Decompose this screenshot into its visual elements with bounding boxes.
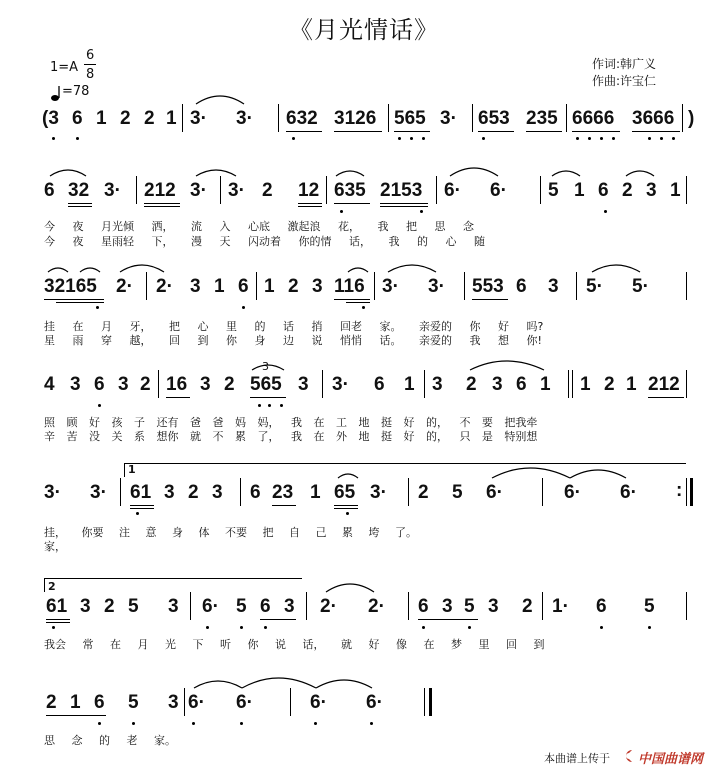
note: 3	[442, 596, 453, 617]
site-logo-icon	[622, 748, 636, 768]
lyrics-verse-2: 星 雨 穿 越， 回 到 你 身 边 说 悄悄 话。 亲爱的 我 想 你!	[44, 334, 542, 347]
note: (3	[42, 108, 59, 129]
note: 2	[522, 596, 533, 617]
note: 2	[262, 180, 273, 201]
tempo-marking: =78	[62, 84, 90, 99]
note: 2·	[320, 596, 337, 617]
lyrics-verse-1: 挂， 你要 注 意 身 体 不要 把 自 己 累 垮 了。	[44, 526, 417, 539]
note: 5	[548, 180, 559, 201]
note: 6·	[490, 180, 507, 201]
time-signature-bottom: 8	[86, 67, 95, 82]
note: 635	[334, 180, 366, 201]
note: 6·	[310, 692, 327, 713]
note: 2	[604, 374, 615, 395]
note: 3	[312, 276, 323, 297]
note: 2153	[380, 180, 423, 201]
note: 2	[418, 482, 429, 503]
note: 5	[464, 596, 475, 617]
note: 1	[214, 276, 225, 297]
note: 2	[622, 180, 633, 201]
note: 6666	[572, 108, 615, 129]
note: 3	[200, 374, 211, 395]
note: 3	[548, 276, 559, 297]
note: 2	[288, 276, 299, 297]
note: 565	[250, 374, 282, 395]
note: 2	[224, 374, 235, 395]
note: 3126	[334, 108, 377, 129]
note: 3	[190, 276, 201, 297]
note: 5	[128, 596, 139, 617]
note: 6	[72, 108, 83, 129]
key-signature: 1=A	[50, 60, 79, 75]
note: 3·	[370, 482, 387, 503]
note: 1	[540, 374, 551, 395]
note: 4	[44, 374, 55, 395]
note: 61	[46, 596, 68, 617]
lyrics-verse-1: 今 夜 月光倾 洒， 流 入 心底 激起浪 花， 我 把 思 念	[44, 220, 474, 233]
note: 3·	[90, 482, 107, 503]
lyrics-verse-1: 挂 在 月 牙， 把 心 里 的 话 捎 回老 家。 亲爱的 你 好 吗?	[44, 320, 544, 333]
note: 6·	[486, 482, 503, 503]
note: 3·	[382, 276, 399, 297]
note: 1	[310, 482, 321, 503]
note: 116	[334, 276, 365, 297]
note: 553	[472, 276, 504, 297]
note: 6	[94, 374, 105, 395]
note: 5	[236, 596, 247, 617]
note: 5·	[586, 276, 603, 297]
note: 3·	[104, 180, 121, 201]
note: 6	[418, 596, 429, 617]
composer-credit: 作曲:许宝仁	[592, 74, 657, 88]
note: 3	[492, 374, 503, 395]
footer-text: 本曲谱上传于	[544, 752, 610, 765]
note: 3	[118, 374, 129, 395]
triplet-marker: 3	[262, 360, 269, 373]
note: 3666	[632, 108, 675, 129]
note: 212	[144, 180, 176, 201]
note: 1	[166, 108, 177, 129]
note: 1	[70, 692, 81, 713]
lyrics-verse-2: 辛 苦 没 关 系 想你 就 不 累 了， 我 在 外 地 挺 好 的， 只 是 特别想	[44, 430, 538, 443]
note: 23	[272, 482, 294, 503]
note: 1	[670, 180, 681, 201]
note: 5	[452, 482, 463, 503]
note: 235	[526, 108, 558, 129]
volta-number: 2	[48, 580, 56, 593]
note: 565	[394, 108, 426, 129]
note: 3·	[228, 180, 245, 201]
note: 3	[212, 482, 223, 503]
note: 6·	[236, 692, 253, 713]
note: 6·	[444, 180, 461, 201]
note: 6	[260, 596, 271, 617]
note: 3	[70, 374, 81, 395]
note: 6·	[188, 692, 205, 713]
note: 3	[488, 596, 499, 617]
note: 632	[286, 108, 318, 129]
note: 5	[128, 692, 139, 713]
note: 6·	[366, 692, 383, 713]
site-logo[interactable]: 中国曲谱网	[638, 752, 704, 767]
note: 653	[478, 108, 510, 129]
note: 3·	[236, 108, 253, 129]
note: 3	[80, 596, 91, 617]
note: 3	[432, 374, 443, 395]
note: 2	[104, 596, 115, 617]
note: 2	[466, 374, 477, 395]
note: 6	[516, 374, 527, 395]
note: 32	[68, 180, 90, 201]
note: 6	[516, 276, 527, 297]
note: 65	[334, 482, 356, 503]
note: 3	[298, 374, 309, 395]
note: 1	[96, 108, 107, 129]
note: 1·	[552, 596, 569, 617]
note: 6	[250, 482, 261, 503]
note: 2	[140, 374, 151, 395]
note: 6	[596, 596, 607, 617]
note: 2	[188, 482, 199, 503]
note: 3	[164, 482, 175, 503]
note: 3	[646, 180, 657, 201]
note: 3·	[44, 482, 61, 503]
note: 6	[598, 180, 609, 201]
note: 1	[264, 276, 275, 297]
note: 16	[166, 374, 188, 395]
note: 2	[144, 108, 155, 129]
note: 6	[44, 180, 55, 201]
note: 6·	[202, 596, 219, 617]
note: 1	[626, 374, 637, 395]
note: 5·	[632, 276, 649, 297]
note: 6	[238, 276, 249, 297]
close-paren: )	[688, 108, 695, 129]
note: 32165	[44, 276, 97, 297]
note: 2	[46, 692, 57, 713]
lyrics-verse-1: 思 念 的 老 家。	[44, 734, 176, 747]
note: 3·	[428, 276, 445, 297]
lyrics-verse-2: 今 夜 星雨轻 下， 漫 天 闪动着 你的情 话， 我 的 心 随	[44, 235, 485, 248]
note: 6·	[620, 482, 637, 503]
note: 6	[374, 374, 385, 395]
note: 6	[94, 692, 105, 713]
time-signature-top: 6	[86, 48, 95, 63]
note: 3	[284, 596, 295, 617]
lyrics-verse-1: 我会 常 在 月 光 下 听 你 说 话， 就 好 像 在 梦 里 回 到	[44, 638, 545, 651]
note: 3·	[440, 108, 457, 129]
note: 1	[404, 374, 415, 395]
note: 3·	[332, 374, 349, 395]
volta-number: 1	[128, 463, 136, 476]
note: 3	[168, 596, 179, 617]
note: 2	[120, 108, 131, 129]
lyrics-verse-1: 照 顾 好 孩 子 还有 爸 爸 妈 妈， 我 在 工 地 挺 好 的， 不 要 把我牵	[44, 416, 538, 429]
note: 6·	[564, 482, 581, 503]
note: 2·	[156, 276, 173, 297]
note: 1	[574, 180, 585, 201]
note: 12	[298, 180, 320, 201]
note: 212	[648, 374, 680, 395]
note: 3·	[190, 108, 207, 129]
song-title: 《月光情话》	[289, 16, 439, 44]
note: 1	[580, 374, 591, 395]
lyricist-credit: 作词:韩广义	[592, 57, 657, 71]
note: 3·	[190, 180, 207, 201]
note: 3	[168, 692, 179, 713]
note: 2·	[368, 596, 385, 617]
note: 2·	[116, 276, 133, 297]
repeat-sign: :	[676, 480, 683, 501]
note: 5	[644, 596, 655, 617]
lyrics-verse-2: 家，	[44, 540, 66, 553]
note: 61	[130, 482, 152, 503]
